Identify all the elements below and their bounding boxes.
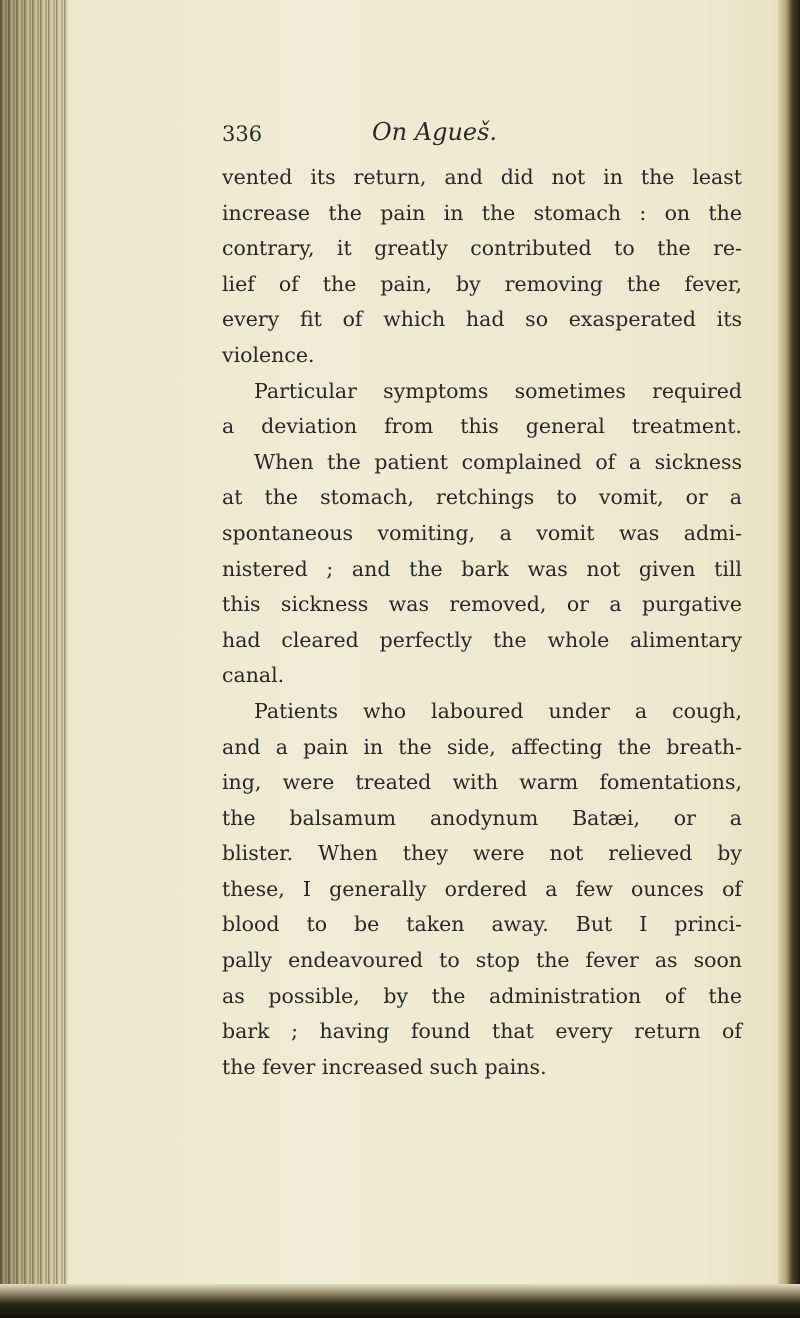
text-line: Patients who laboured under a cough, (254, 698, 742, 723)
text-line: spontaneous vomiting, a vomit was admi- (222, 520, 742, 545)
text-line: the fever increased such pains. (222, 1054, 547, 1079)
text-line: these, I generally ordered a few ounces of (222, 876, 742, 901)
book-binding-gutter (0, 0, 68, 1318)
text-line: at the stomach, retchings to vomit, or a (222, 485, 742, 510)
text-line: increase the pain in the stomach : on the (222, 200, 742, 225)
text-line: lief of the pain, by removing the fever, (222, 271, 742, 296)
page-bottom-edge (0, 1284, 800, 1318)
text-line: every fit of which had so exasperated its (222, 307, 742, 332)
text-line: blood to be taken away. But I princi- (222, 912, 742, 937)
text-line: and a pain in the side, affecting the breath- (222, 734, 742, 759)
page-number: 336 (222, 122, 263, 146)
text-line: ing, were treated with warm fomentations, (222, 770, 742, 795)
text-line: the balsamum anodynum Batæi, or a (222, 805, 742, 830)
text-line: a deviation from this general treatment. (222, 414, 742, 439)
text-line: had cleared perfectly the whole alimentary (222, 627, 742, 652)
text-line: nistered ; and the bark was not given till (222, 556, 742, 581)
text-line: this sickness was removed, or a purgative (222, 592, 742, 617)
page-header (222, 118, 782, 158)
text-line: contrary, it greatly contributed to the re- (222, 236, 742, 261)
text-line: canal. (222, 663, 285, 688)
text-line: When the patient complained of a sickness (254, 449, 742, 474)
text-line: vented its return, and did not in the least (222, 165, 742, 189)
text-line: Particular symptoms sometimes required (254, 378, 742, 403)
text-line: as possible, by the administration of the (222, 983, 742, 1008)
body-text (222, 160, 742, 1085)
text-line: bark ; having found that every return of (222, 1019, 742, 1044)
text-line: pally endeavoured to stop the fever as soon (222, 948, 742, 973)
text-line: violence. (222, 342, 315, 367)
page-edge-shadow (778, 0, 800, 1318)
text-line: blister. When they were not relieved by (222, 841, 742, 866)
running-title: On Agueš. (372, 118, 498, 146)
